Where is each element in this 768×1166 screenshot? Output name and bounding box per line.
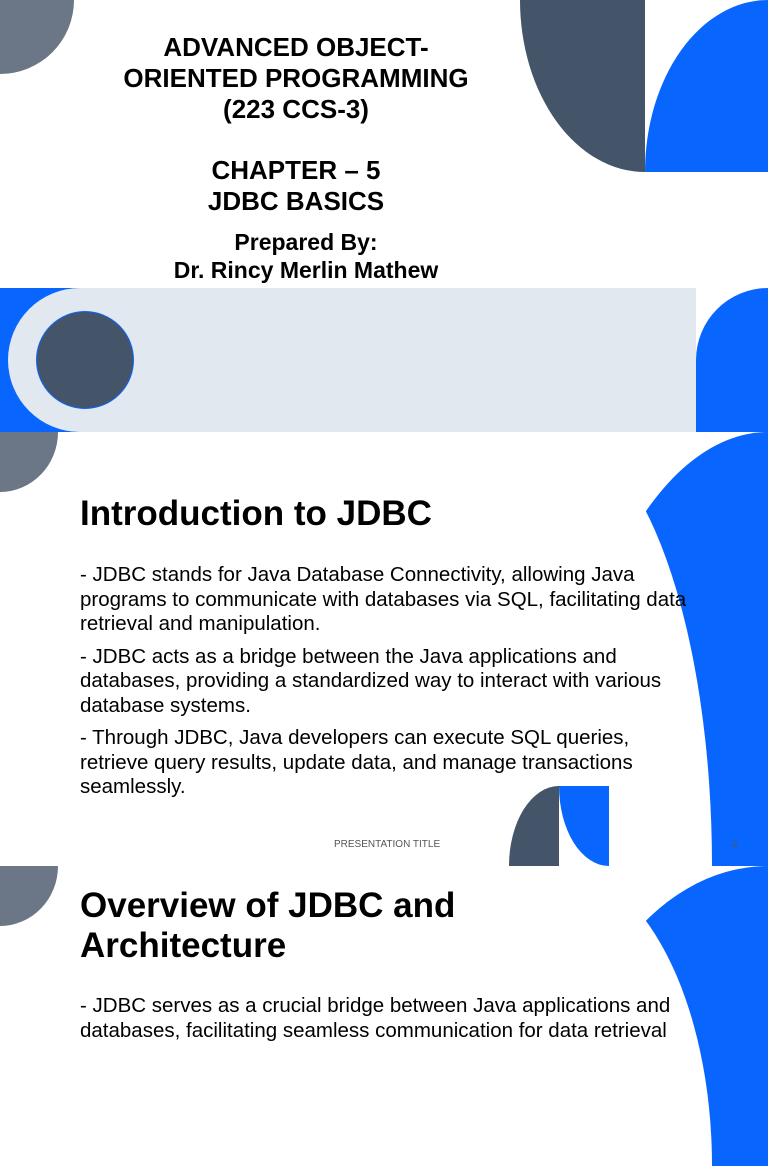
slide-heading-line1: Overview of JDBC and: [80, 886, 456, 925]
decorative-quarter-circle: [0, 0, 74, 74]
content-slide-overview: [0, 866, 768, 1042]
bullet-item: - JDBC serves as a crucial bridge between Java applications and databases, facilitating seamless communication for data retrieval: [80, 994, 671, 1042]
author-name: Dr. Rincy Merlin Mathew: [173, 257, 439, 283]
decorative-blue-dome: [696, 288, 768, 432]
course-title: [100, 32, 492, 125]
chapter-number: CHAPTER – 5: [211, 155, 381, 185]
course-title-line2: ORIENTED PROGRAMMING: [123, 63, 469, 93]
decorative-leaf-blue: [645, 0, 768, 172]
decorative-leaf-navy: [520, 0, 645, 172]
bullet-item: - JDBC acts as a bridge between the Java applications and databases, providing a standardized way to interact with various database systems.: [80, 644, 662, 717]
chapter-title: [100, 155, 492, 217]
slide-heading: [80, 886, 455, 966]
decorative-quarter-circle: [0, 432, 58, 492]
prepared-by-label: Prepared By:: [234, 229, 378, 255]
course-code: (223 CCS-3): [223, 94, 369, 124]
bullet-list: [80, 563, 700, 808]
decorative-navy-circle: [36, 311, 134, 409]
author-block: [110, 228, 502, 284]
bullet-item: - JDBC stands for Java Database Connectivity, allowing Java programs to communicate with databases via SQL, facilitating data retrieval and manipulation.: [80, 563, 687, 635]
title-slide-band: [0, 288, 768, 432]
slide-heading: Introduction to JDBC: [80, 494, 432, 533]
content-slide-introduction: [0, 432, 768, 866]
slide-heading-line2: Architecture: [80, 926, 287, 965]
chapter-name: JDBC BASICS: [207, 186, 385, 216]
page-number: 2: [732, 839, 738, 850]
decorative-quarter-circle: [0, 866, 58, 926]
course-title-line1: ADVANCED OBJECT-: [163, 32, 429, 62]
bullet-item: - Through JDBC, Java developers can execute SQL queries, retrieve query results, update data, and manage transactions seamlessly.: [80, 726, 633, 798]
title-slide: [0, 0, 768, 288]
footer-presentation-title: PRESENTATION TITLE: [334, 839, 441, 850]
bullet-list: [80, 994, 690, 1051]
